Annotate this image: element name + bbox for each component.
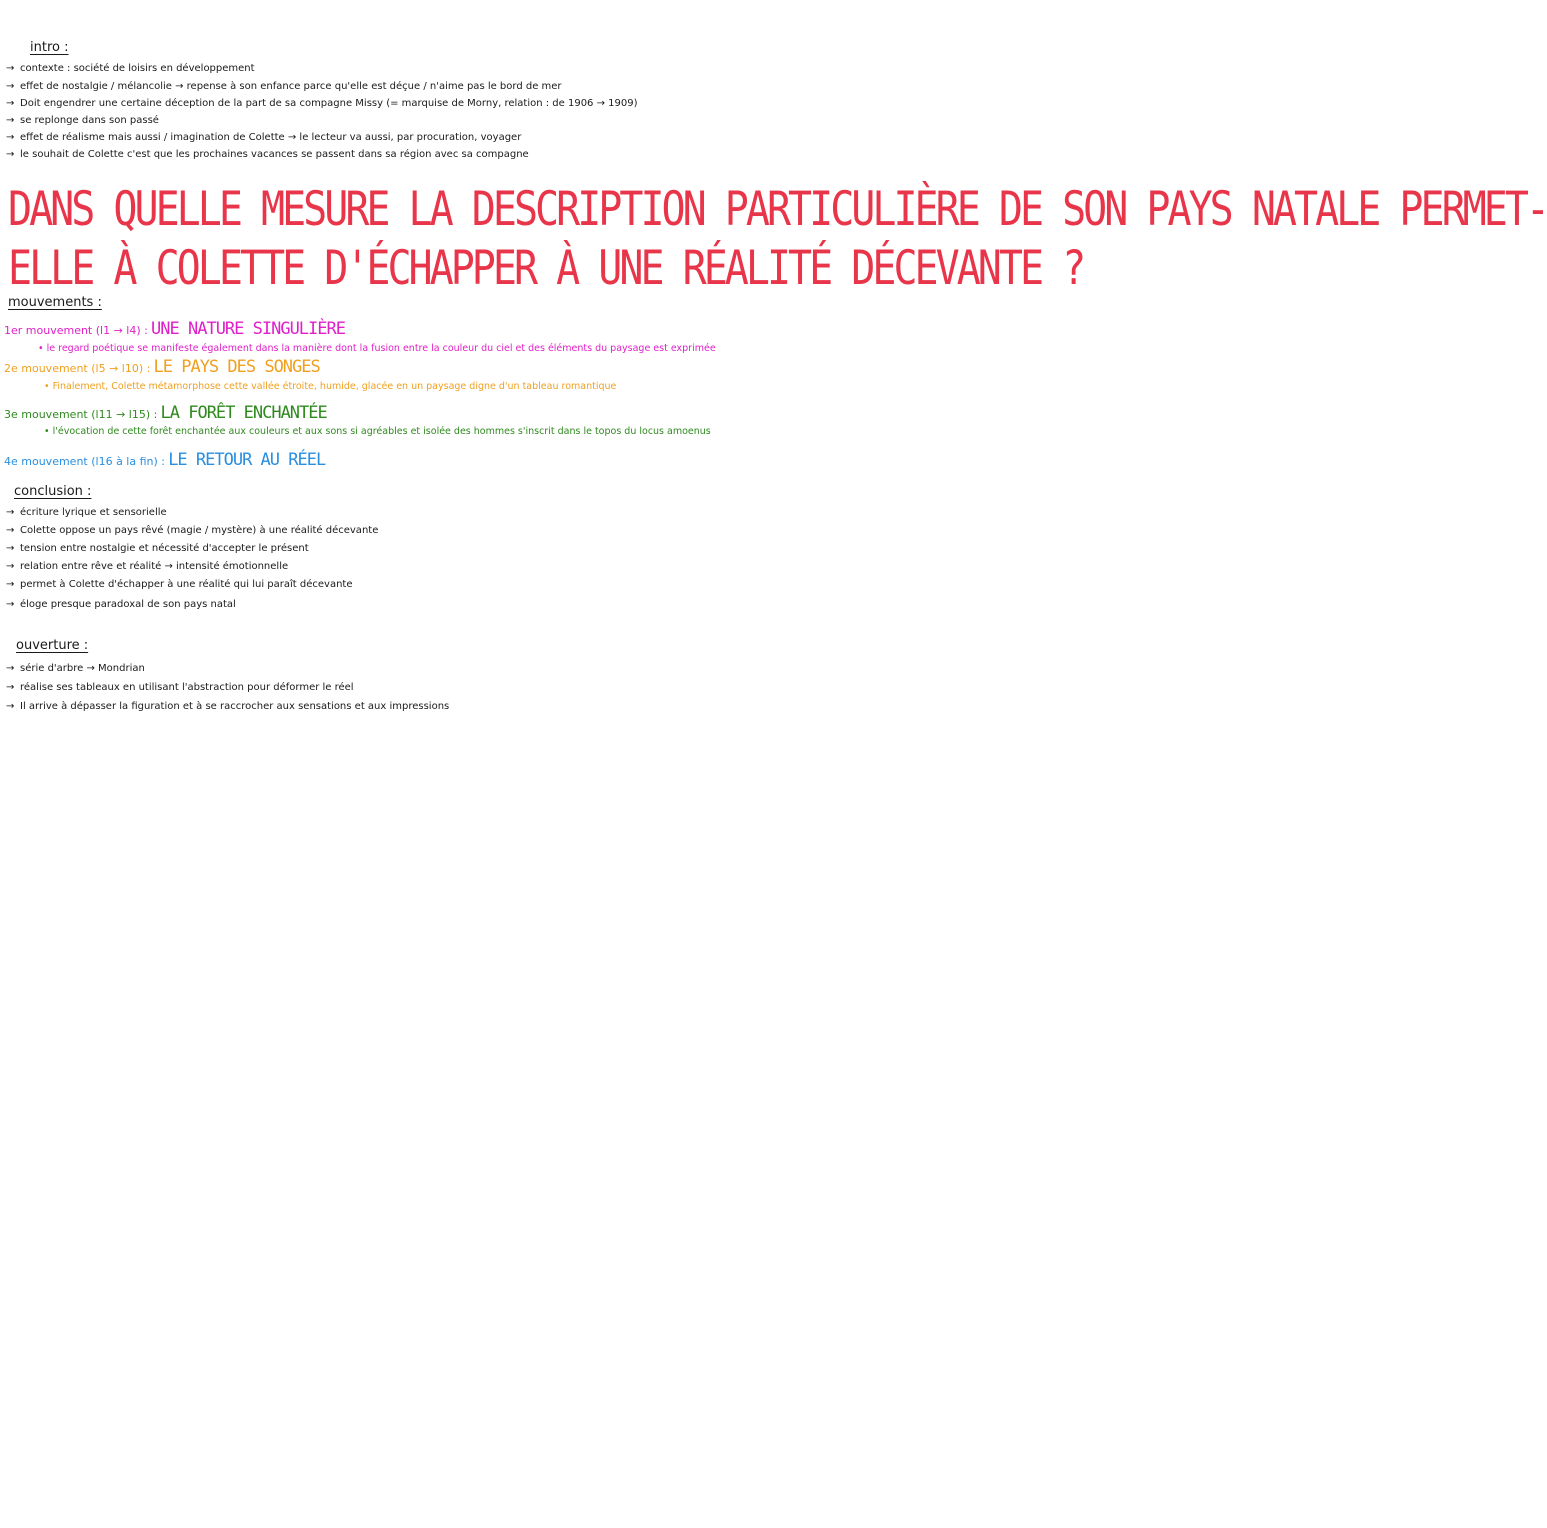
intro-line: → Doit engendrer une certaine déception de la part de sa compagne Missy (= marquise de Morny, relation : de 1906 → 1909): [6, 98, 638, 109]
arrow-icon: →: [6, 561, 15, 572]
conclusion-line: → tension entre nostalgie et nécessité d'accepter le présent: [6, 543, 309, 554]
mouvement-1-note: • le regard poétique se manifeste également dans la manière dont la fusion entre la couleur du ciel et des éléments du paysage est exprimée: [38, 343, 716, 354]
conclusion-line: → relation entre rêve et réalité → intensité émotionnelle: [6, 561, 289, 572]
arrow-icon: →: [6, 149, 15, 160]
problematique-question: [8, 180, 1547, 298]
intro-line: → le souhait de Colette c'est que les prochaines vacances se passent dans sa région avec sa compagne: [6, 149, 529, 160]
arrow-icon: →: [6, 525, 15, 536]
conclusion-heading: conclusion :: [14, 484, 92, 499]
arrow-icon: →: [6, 543, 15, 554]
arrow-icon: →: [6, 63, 15, 74]
conclusion-line: → écriture lyrique et sensorielle: [6, 507, 167, 518]
arrow-icon: →: [6, 599, 15, 610]
intro-line: → contexte : société de loisirs en développement: [6, 63, 255, 74]
arrow-icon: →: [6, 132, 15, 143]
mouvement-3-note: • l'évocation de cette forêt enchantée aux couleurs et aux sons si agréables et isolée des hommes s'inscrit dans le topos du locus amoenus: [44, 426, 711, 437]
question-line-2: ELLE À COLETTE D'ÉCHAPPER À UNE RÉALITÉ DÉCEVANTE ?: [8, 241, 1084, 296]
arrow-icon: →: [6, 507, 15, 518]
ouverture-line: → série d'arbre → Mondrian: [6, 663, 145, 674]
mouvement-2-note: • Finalement, Colette métamorphose cette vallée étroite, humide, glacée en un paysage digne d'un tableau romantique: [44, 381, 617, 392]
intro-line: → se replonge dans son passé: [6, 115, 159, 126]
mouvement-label: 2e mouvement (l5 → l10) :: [4, 362, 151, 375]
mouvement-title: LA FORÊT ENCHANTÉE: [160, 403, 327, 423]
conclusion-line: → permet à Colette d'échapper à une réalité qui lui paraît décevante: [6, 579, 353, 590]
mouvement-2: [4, 356, 320, 381]
arrow-icon: →: [6, 98, 15, 109]
mouvement-title: LE RETOUR AU RÉEL: [168, 450, 326, 470]
arrow-icon: →: [6, 579, 15, 590]
intro-heading: intro :: [30, 40, 69, 55]
ouverture-heading: ouverture :: [16, 638, 89, 653]
ouverture-line: → Il arrive à dépasser la figuration et à se raccrocher aux sensations et aux impressions: [6, 701, 450, 712]
mouvement-title: LE PAYS DES SONGES: [153, 357, 320, 377]
mouvement-3: [4, 402, 327, 427]
ouverture-line: → réalise ses tableaux en utilisant l'abstraction pour déformer le réel: [6, 682, 354, 693]
mouvement-label: 4e mouvement (l16 à la fin) :: [4, 455, 165, 468]
conclusion-line: → Colette oppose un pays rêvé (magie / mystère) à une réalité décevante: [6, 525, 379, 536]
mouvement-1: [4, 318, 345, 343]
mouvement-4: [4, 449, 325, 474]
mouvement-label: 1er mouvement (l1 → l4) :: [4, 324, 148, 337]
intro-line: → effet de nostalgie / mélancolie → repense à son enfance parce qu'elle est déçue / n'aime pas le bord de mer: [6, 81, 562, 92]
arrow-icon: →: [6, 81, 15, 92]
question-line-1: DANS QUELLE MESURE LA DESCRIPTION PARTICULIÈRE DE SON PAYS NATALE PERMET-: [8, 182, 1547, 237]
arrow-icon: →: [6, 682, 15, 693]
mouvement-label: 3e mouvement (l11 → l15) :: [4, 408, 158, 421]
arrow-icon: →: [6, 701, 15, 712]
arrow-icon: →: [6, 115, 15, 126]
mouvement-title: UNE NATURE SINGULIÈRE: [151, 319, 345, 339]
conclusion-line: → éloge presque paradoxal de son pays natal: [6, 599, 236, 610]
arrow-icon: →: [6, 663, 15, 674]
mouvements-heading: mouvements :: [8, 295, 102, 310]
intro-line: → effet de réalisme mais aussi / imagination de Colette → le lecteur va aussi, par procuration, voyager: [6, 132, 522, 143]
